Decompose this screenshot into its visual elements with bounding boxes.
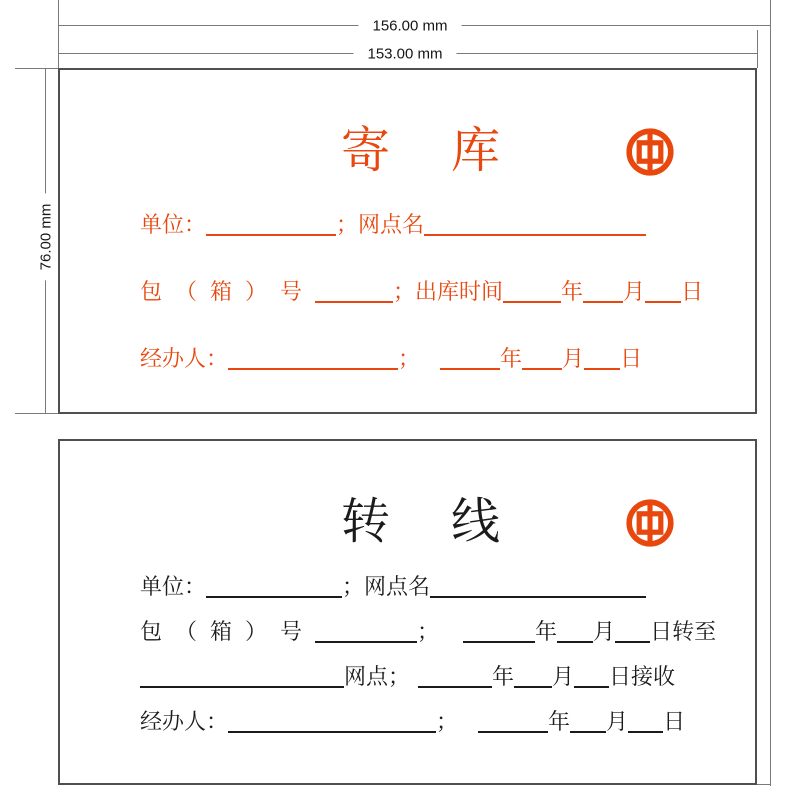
field-label: ；	[436, 709, 459, 734]
blank-underline	[514, 685, 552, 688]
field-label: 年	[548, 709, 571, 734]
field-label: 包（箱）号	[140, 619, 316, 644]
blank-underline	[478, 730, 548, 733]
extension-line-right-inner	[757, 30, 758, 68]
blank-underline	[628, 730, 663, 733]
blank-underline	[463, 640, 535, 643]
field-label: 日	[681, 279, 704, 304]
transfer-slip-card	[58, 439, 757, 785]
deposit-slip-form-lines	[60, 70, 755, 412]
blank-underline	[424, 233, 646, 236]
blank-underline	[574, 685, 609, 688]
dimension-width-inner-label: 153.00 mm	[353, 46, 456, 63]
field-label: 年	[535, 619, 558, 644]
form-line	[140, 569, 646, 601]
field-label: ；	[398, 346, 421, 371]
blank-underline	[557, 640, 593, 643]
extension-line-right-outer	[770, 0, 771, 786]
field-label: 月	[623, 279, 646, 304]
form-line	[140, 274, 703, 306]
blank-underline	[140, 685, 344, 688]
field-label: 年	[500, 346, 523, 371]
field-label: 单位：	[140, 212, 207, 237]
dimension-height-label: 76.00 mm	[38, 194, 55, 281]
blank-underline	[315, 300, 393, 303]
field-label: 年	[492, 664, 515, 689]
field-label: 日	[663, 709, 686, 734]
field-label: 年	[561, 279, 584, 304]
form-line	[140, 704, 685, 736]
tick-bottom-right	[757, 784, 771, 785]
form-line	[140, 614, 716, 646]
dimension-width-outer-label: 156.00 mm	[358, 18, 461, 35]
field-label: ；网点名	[342, 574, 431, 599]
field-label: 网点；	[344, 664, 411, 689]
field-label: 经办人：	[140, 346, 229, 371]
blank-underline	[645, 300, 681, 303]
field-label: ；出库时间	[393, 279, 504, 304]
blank-underline	[570, 730, 606, 733]
field-label: 月	[552, 664, 575, 689]
field-label: ；网点名	[336, 212, 425, 237]
blank-underline	[615, 640, 650, 643]
deposit-slip-card	[58, 68, 757, 414]
blank-underline	[206, 595, 342, 598]
deposit-slip-title: 寄 库	[341, 123, 507, 178]
form-line	[140, 659, 675, 691]
field-label: 包（箱）号	[140, 279, 316, 304]
blank-underline	[315, 640, 417, 643]
field-label: 月	[593, 619, 616, 644]
field-label: 日转至	[650, 619, 717, 644]
transfer-slip-title: 转 线	[341, 494, 507, 549]
form-line	[140, 207, 646, 239]
field-label: 经办人：	[140, 709, 229, 734]
blank-underline	[228, 367, 398, 370]
tick-top-left	[15, 68, 59, 69]
extension-line-left	[58, 0, 59, 68]
field-label: 月	[562, 346, 585, 371]
blank-underline	[430, 595, 646, 598]
field-label: 日	[620, 346, 643, 371]
tick-bottom-left	[15, 413, 59, 414]
blank-underline	[228, 730, 436, 733]
blank-underline	[583, 300, 623, 303]
blank-underline	[503, 300, 561, 303]
blank-underline	[440, 367, 500, 370]
field-label: 单位：	[140, 574, 207, 599]
blank-underline	[418, 685, 492, 688]
blank-underline	[206, 233, 336, 236]
field-label: 月	[606, 709, 629, 734]
form-line	[140, 341, 642, 373]
blank-underline	[522, 367, 562, 370]
transfer-slip-form-lines	[60, 441, 755, 783]
field-label: 日接收	[609, 664, 676, 689]
blank-underline	[584, 367, 620, 370]
field-label: ；	[417, 619, 440, 644]
